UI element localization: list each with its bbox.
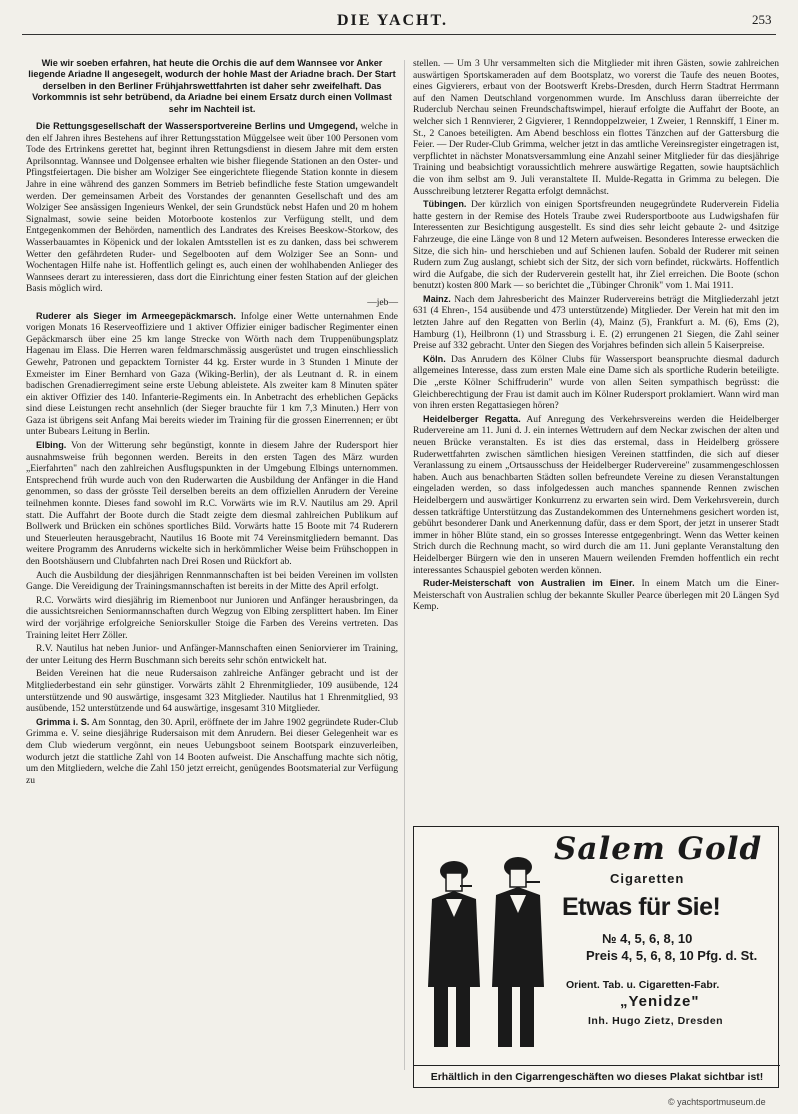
article-grimma bbox=[26, 717, 398, 787]
factory-name: „Yenidze" bbox=[620, 993, 700, 1010]
smoking-gentlemen-illustration bbox=[420, 837, 556, 1061]
article-title: Ruder-Meisterschaft von Australien im Einer. bbox=[423, 578, 635, 589]
article-body: Auf Anregung des Verkehrsvereins werden die Heidelberger Rudervereine am 11. Juni d. J. ein internes Wettrudern auf dem Neckar zwischen der alten und neuen Brücke veranstalten. Es ist dies das erstemal, dass in Heidelberg grössere Ruderwettfahrten zwischen sämtlichen hiesigen Vereinen stattfinden, die sich auf dieser Veranlassung zu einem „Ortsausschuss der Heidelberger Rudervereine" zusammengeschlossen haben. Auch aus benachbarten Städten sollen befreundete Vereine zu diesen Veranstaltungen eingeladen werden, so dass infolgedessen auch manches spannende Rennen zwischen Heidelbergern und auswärtiger Konkurrenz zu erwarten sein wird. Dem Verkehrsverein, durch dessen tatkräftige Unterstützung das Zustandekommen des Unternehmens gesichert worden ist, gebührt besonderer Dank und Anerkennung dafür, dass er dem Sport, der jetzt in unserer Stadt immer in höher Blüte stand, ein so grosses Interesse entgegenbringt. Wenn das Wetter keinen Strich durch die Rechnung macht, so wird durch die am 11. Juni geplante Veranstaltung den Heidelberger Bürgern wie den in unseren Mauern weilenden Fremden hoffentlich ein recht interessantes Schauspiel geboten werden können. bbox=[413, 413, 779, 576]
article-title: Elbing. bbox=[36, 440, 67, 451]
article-body: Der kürzlich von einigen Sportsfreunden neugegründete Ruderverein Fidelia hatte gestern in der Remise des Hotels Traube zwei Rudersportboote aus Ludwigshafen für Interessenten zur Besichtigung ausgestellt. Es sind dies sehr leicht gebaute 2- und 4sitzige Fahrzeuge, die eine Länge von 8 und 12 Metern aufweisen. Besonderes Interesse erwecken die Sitze, die sich hin- und herschieben und auf Schienen laufen. Sobald der Ruderer mit seinen Rudern zum Zug auslangt, schiebt sich der Sitz, der sich vorn befindet, rückwärts. Hoffentlich wird die Aufgabe, die sich der Ruderverein gestellt hat, ihr Ziel erreichen. Die Boote (schon benutzt) kosten 800 Mark — so berichtet die „Tübinger Chronik" vom 1. Mai 1911. bbox=[413, 199, 779, 292]
article-tuebingen bbox=[413, 199, 779, 292]
page-number: 253 bbox=[752, 12, 772, 27]
paragraph: R.C. Vorwärts wird diesjährig im Riemenboot nur Junioren und Anfänger herausbringen, da die aussichtsreichen Seniormannschaften durch Wegzug von Elbing zersplittert haben. Im Einer wird der vorjährige erfolgreiche Seniorskuller Stoige die Farben des Vereins vertreten. Das Training leitet Herr Zöller. bbox=[26, 594, 398, 641]
article-koeln bbox=[413, 354, 779, 412]
article-title: Die Rettungsgesellschaft der Wassersportvereine Berlins und Umgegend, bbox=[36, 121, 358, 132]
header-rule bbox=[22, 34, 776, 35]
article-title: Köln. bbox=[423, 353, 446, 364]
article-ruderer bbox=[26, 311, 398, 439]
paragraph: R.V. Nautilus hat neben Junior- und Anfänger-Mannschaften einen Seniorvierer im Training, der unter Leitung des Herrn Buschmann sich bereits sehr schön entwickelt hat. bbox=[26, 643, 398, 666]
article-body: welche in den elf Jahren ihres Bestehens auf ihrer Rettungsstation Müggelsee weit über 100 Personen vom Tode des Ertrinkens gerettet hat, beginnt ihren Rettungsdienst in diesem Jahre mit dem ersten Aprilsonntag. Wannsee und Dolgensee erhalten wie bisher fliegende Stationen an den Oster- und Pfingstfeiertagen. Die bisher am Wolziger See eingerichtete fliegende Station konnte in diesem Jahre in eine während des ganzen Sommers im Betrieb befindliche feste Station umgewandelt werden. Der gemeinsamen Arbeit des Vorstandes der genannten Gesellschaft und des am Wolziger See ansässigen Ingenieurs Wenkel, der sein Grundstück nebst Hafen und 20 m hohem Signalmast, sowie seine beiden Motorboote kostenlos zur Verfügung stellt, und dem Entgegenkommen der Behörden, namentlich des Landrates des Kreises Beeskow-Storkow, des Wasserbauamtes in Köpenick und der lokalen Amtsstellen ist es zu danken, dass bei schwerem Wetter den gefährdeten Ruder- und Segelbooten auf dem Wolziger See an Sonn- und Wochentagen Hilfe nahe ist. Hoffentlich gelingt es, auch einen der wohlhabenden Anlieger des Wannsees derart zu interessieren, dass dort die Einrichtung einer festen Station auf der gleichen Basis möglich wird. bbox=[26, 121, 398, 295]
ad-slogan: Etwas für Sie! bbox=[562, 893, 721, 921]
article-heidelberg bbox=[413, 414, 779, 576]
product-numbers: № 4, 5, 6, 8, 10 bbox=[602, 931, 693, 946]
cigarette-advertisement bbox=[413, 826, 779, 1088]
watermark: © yachtsportmuseum.de bbox=[668, 1097, 766, 1107]
page-header bbox=[0, 0, 798, 36]
product-name: Cigaretten bbox=[610, 871, 685, 886]
article-elbing bbox=[26, 440, 398, 568]
article-body: Von der Witterung sehr begünstigt, konnte in diesem Jahre der Rudersport hier ausnahmsweise früh begonnen werden. Bereits in den ersten Tagen des März wurden „Eierfahrten" nach den zahlreichen Ausflugspunkten in der Umgebung Elbings unternommen. Entsprechend früh wurde auch von den Ruderwarten die Ausbildung der Anfänger in die Hand genommen, so dass der grösste Teil derselben bereits an dem offiziellen Anrudern der Vereine teilnehmen konnte. Dieses fand sowohl im R.C. Vorwärts wie im R.V. Nautilus am 29. April statt. Die Auffahrt der Boote durch die Stadt zeigte dem diesmal zahlreichen Publikum auf Bollwerk und Brücken ein schönes sportliches Bild. Vorwärts hatte 15 Boote mit 74 Ruderern und Steuerleuten herausgebracht, Nautilus 16 Boote mit 74 Vereinsmitgliedern bemannt. Das weitere Programm des Anruderns wickelte sich in herkömmlicher Weise beim Frühschoppen in den Bootshäusern und Clubfahrten nach Drei Rosen und Rückfort ab. bbox=[26, 440, 398, 567]
manufacturer: Orient. Tab. u. Cigaretten-Fabr. bbox=[566, 979, 720, 991]
article-rettung bbox=[26, 121, 398, 295]
product-prices: Preis 4, 5, 6, 8, 10 Pfg. d. St. bbox=[586, 948, 758, 963]
article-title: Heidelberger Regatta. bbox=[423, 413, 521, 424]
article-body: Am Sonntag, den 30. April, eröffnete der im Jahre 1902 gegründete Ruder-Club Grimma e. V. seine diesjährige Rudersaison mit dem Anrudern. Bei dieser Gelegenheit war es dem Club wiederum vergönnt, ein neues Uebungsboot seinem Bootspark einzuverleiben, wodurch jetzt die stattliche Zahl von 14 Booten aufweist. Die Anschaffung machte sich nötig, um den Mitgliedern, welche die Zahl 150 jetzt erreicht, genügendes Bootsmaterial zur Verfügung zu bbox=[26, 716, 398, 786]
signature: —jeb— bbox=[367, 296, 398, 308]
left-column bbox=[26, 58, 398, 788]
article-mainz bbox=[413, 294, 779, 352]
right-column bbox=[413, 58, 779, 615]
owner: Inh. Hugo Zietz, Dresden bbox=[588, 1015, 724, 1027]
article-body: In einem Match um die Einer-Meisterschaft von Australien schlug der bekannte Skuller Pearce überlegen mit 20 Längen Syd Kemp. bbox=[413, 578, 779, 613]
article-body: Nach dem Jahresbericht des Mainzer Rudervereins beträgt die Mitgliederzahl jetzt 631 (4 Ehren-, 154 ausübende und 473 unterstützende) Mitglieder. Der Verein hat mit den im letzten Jahre auf den Regatten von Berlin (4), Mainz (5), Frankfurt a. M. (6), Ems (2), Hamburg (1), Heilbronn (1) und Strassburg i. E. (2) errungenen 21 Siegen, die Zahl seiner Preise auf 332 gebracht. Unter den Siegen des Vorjahres befinden sich allein 5 Kaiserpreise. bbox=[413, 293, 779, 352]
article-body: Das Anrudern des Kölner Clubs für Wassersport beanspruchte diesmal dadurch allgemeines Interesse, dass zum ersten Male eine Dame sich als sportliche Ruderin beteiligte. Die „erste Kölner Schiffruderin" wurde von allen Seiten sympathisch begrüsst: die Gleichberechtigung der Frau ist damit auch im Kölner Rudersport proklamiert. Wann wird man von ihren ersten Regattasiegen hören? bbox=[413, 353, 779, 412]
paragraph: Auch die Ausbildung der diesjährigen Rennmannschaften ist bei beiden Vereinen im vollsten Gange. Die Vereidigung der Trainingsmannschaften ist bereits in der Mitte des April erfolgt. bbox=[26, 569, 398, 593]
article-title: Mainz. bbox=[423, 293, 451, 304]
article-title: Grimma i. S. bbox=[36, 716, 90, 727]
paragraph: Beiden Vereinen hat die neue Rudersaison zahlreiche Anfänger gebracht und ist der Mitgliederbestand ein sehr günstiger. Vorwärts zählt 2 Ehrenmitglieder, 109 ausübende, 124 unterstützende und 90 auswärtige, insgesamt 323 Mitglieder. Nautilus hat 1 Ehrenmitglied, 93 ausübende, 152 unterstützende und 64 auswärtige, insgesamt 310 Mitglieder. bbox=[26, 668, 398, 715]
intro-notice: Wie wir soeben erfahren, hat heute die Orchis die auf dem Wannsee vor Anker liegende Ariadne II angesegelt, wodurch der hohle Mast der Ariadne brach. Der Start derselben in den Berliner Frühjahrswettfahrten ist daher sehr zweifelhaft. Das Vorkommnis ist sehr betrübend, da Ariadne bei einem Ersatz durch einen Vollmast sehr im Nachteil ist. bbox=[28, 58, 396, 114]
journal-title: DIE YACHT. bbox=[337, 12, 448, 29]
article-body: Infolge einer Wette unternahmen Ende vorigen Monats 16 Reserveoffiziere und 1 aktiver Offizier einiger badischer Regimenter einen Gepäckmarsch über eine 25 km lange Strecke von Wörth nach dem Truppenübungsplatz Hagenau im Elass. Die Herren waren feldmarschmässig ausgerüstet und trugen einschliesslich Gewehr, Patronen und gepacktem Tornister 44 kg. Erster wurde in 3 Stunden 1 Minute der Exmeister im Einer Bernhard von Gaza (Wiking-Berlin), der als Leutnant d. R. in einem badischen Grenadierregiment seine erste Uebung ableistete. Als zweiter kam 8 Minuten später ein aktiver Offizier des 140. Infanterie-Regiments ein. In Anbetracht des erheblichen Gepäcks sind diese Leistungen recht ansehnlich (der Sieger brauchte für 1 km 7,3 Minuten.) Herr von Gaza ist übrigens seit Anfang Mai bereits wieder im Training für die grossen Einerrennen; er übt unter Bubears Leitung in Berlin. bbox=[26, 310, 399, 438]
column-divider bbox=[404, 60, 405, 1070]
article-australien bbox=[413, 578, 779, 613]
ad-footer: Erhältlich in den Cigarrengeschäften wo dieses Plakat sichtbar ist! bbox=[414, 1065, 780, 1083]
brand-name: Salem Gold bbox=[554, 831, 763, 867]
article-title: Tübingen. bbox=[423, 199, 467, 210]
paragraph: stellen. — Um 3 Uhr versammelten sich die Mitglieder mit ihren Gästen, sowie zahlreichen auswärtigen Sportskameraden auf dem Bootsplatz, wo vorerst die Taufe des neuen Bootes, eines Gigvierers, erbaut von der Bootswerft Krebs-Dresden, durch Herrn Stadtrat Herrmann auf den Namen Deutschland vorgenommen wurde. Im Anschluss daran überreichte der Ruderclub Nerchau seinen Freundschaftswimpel, hierauf erfolgte die Auffahrt der Boote, an welcher sich 1 Rennvierer, 2 Gigvierer, 1 Renndoppelzweier, 1 Zweier, 1 Rennskiff, 1 Einer m. St., 2 Canoes beteiligten. Am Abend beschloss ein flottes Tänzchen auf der Gattersburg die Feier. — Der Ruder-Club Grimma, welcher jetzt in das amtliche Vereinsregister eingetragen ist, verpflichtet in nächster Monatsversammlung eine Anzahl seiner Mitglieder für das diesjährige Training und beabsichtigt voraussichtlich mehrere auswärtige Regatten, sowie hauptsächlich die von ihm selbst am 9. Juli veranstaltete II. Mulde-Regatta in Grimma zu belegen. Die Ausschreibung letzterer Regatta erfolgt demnächst. bbox=[413, 58, 779, 197]
article-title: Ruderer als Sieger im Armeegepäckmarsch. bbox=[36, 310, 236, 321]
